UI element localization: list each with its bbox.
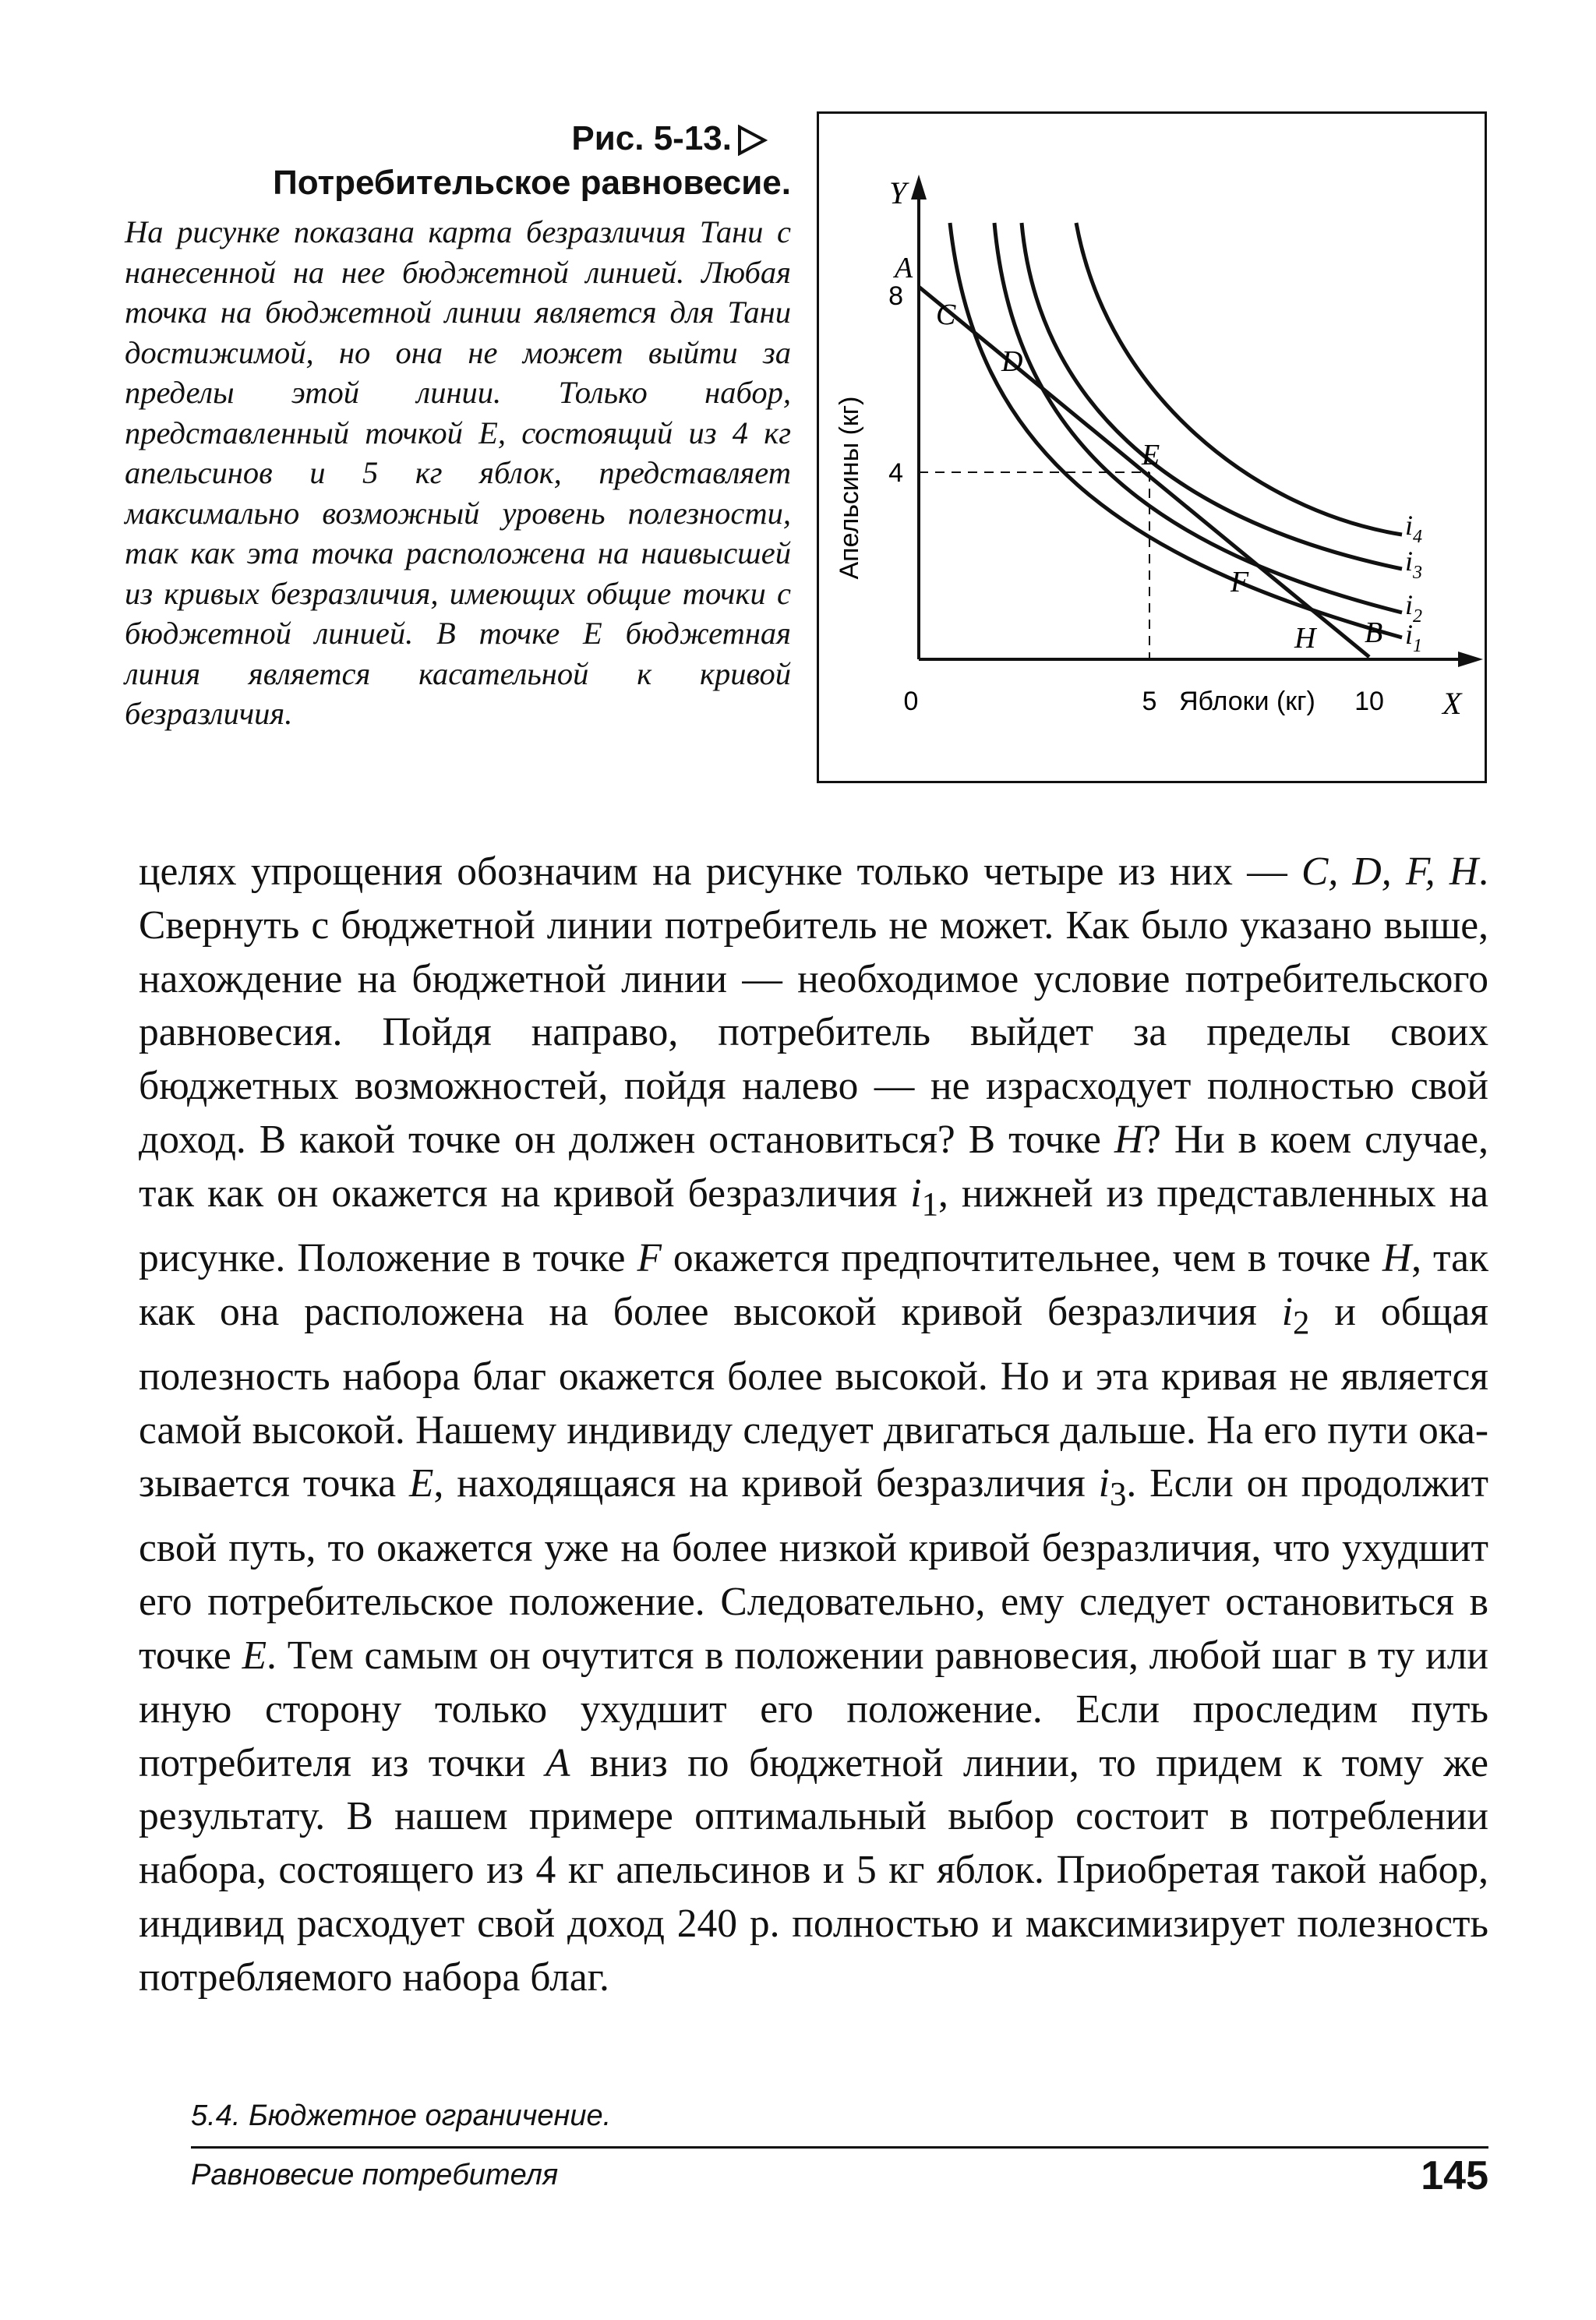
y-axis-label: Апельсины (кг) xyxy=(835,396,864,580)
x-tick-10: 10 xyxy=(1354,687,1384,716)
x-axis-arrow xyxy=(1458,652,1483,667)
indifference-map-chart xyxy=(819,114,1486,782)
point-label-b: B xyxy=(1365,616,1383,649)
x-axis-label: Яблоки (кг) xyxy=(1179,687,1315,716)
page-number: 145 xyxy=(1421,2153,1488,2198)
main-body-text xyxy=(139,846,1488,2005)
body-paragraph: целях упрощения обозначим на рисунке только четыре из них — C, D, F, H. Свернуть с бюджетной линии потребитель не может. Как было указано выше, нахождение на бюджетной линии — необходимое условие потребительского равновесия. Пойдя направо, потребитель выйдет за пределы своих бюджетных возможностей, пойдя налево — не израсходует полностью свой доход. В какой точке он должен остановиться? В точке H? Ни в коем случае, так как он окажется на кривой безразличия $i_1$, нижней из представленных на рисунке. Положение в точке F окажется предпочтительнее, чем в точке H, так как она расположена на более высокой кривой безразличия $i_2$ и общая полезность набора благ окажется более высокой. Но и эта кривая не является самой высокой. Нашему индивиду следует двигаться дальше. На его пути оказывается точка E, находящаяся на кривой безразличия $i_3$. Если он продолжит свой путь, то окажется уже на более низкой кривой безразличия, что ухудшит его потребительское положение. Следовательно, ему следует остановиться в точке E. Тем самым он очутится в положении равновесия, любой шаг в ту или иную сторону только ухудшит его положение. Если проследим путь потребителя из точки A вниз по бюджетной линии, то придем к тому же результату. В нашем примере оптимальный выбор состоит в потреблении набора, состоящего из 4 кг апельсинов и 5 кг яблок. Приобретая такой набор, индивид расходует свой доход 240 р. полностью и максимизирует полезность потребляемого набора благ. xyxy=(139,849,1489,2000)
curve-label-i2: $i_2$ xyxy=(1405,589,1423,627)
origin-label: 0 xyxy=(903,687,919,716)
point-label-e: E xyxy=(1142,439,1160,471)
footer-rule xyxy=(191,2146,1488,2149)
y-tick-4: 4 xyxy=(888,458,903,488)
point-label-c: C xyxy=(936,298,956,331)
footer-chapter-title: Равновесие потребителя xyxy=(191,2159,559,2191)
figure-consumer-equilibrium xyxy=(817,111,1487,783)
x-axis-letter: X xyxy=(1442,686,1462,721)
footer-section-title: 5.4. Бюджетное ограничение. xyxy=(191,2099,612,2132)
curve-label-i3: $i_3$ xyxy=(1405,546,1423,583)
curve-label-i4: $i_4$ xyxy=(1405,510,1423,547)
curve-label-i1: $i_1$ xyxy=(1405,619,1423,656)
figure-title: Потребительское равновесие. xyxy=(273,164,791,202)
y-tick-8: 8 xyxy=(888,281,903,311)
indifference-curve-i1 xyxy=(950,223,1402,637)
point-label-f: F xyxy=(1231,566,1249,599)
triangle-pointer-icon xyxy=(736,125,768,156)
figure-caption xyxy=(125,117,791,734)
point-label-d: D xyxy=(1001,345,1023,378)
y-axis-arrow xyxy=(911,175,927,200)
y-axis-letter: Y xyxy=(889,175,907,210)
page-footer xyxy=(191,2096,1488,2198)
point-label-a: A xyxy=(895,252,913,284)
figure-number: Рис. 5-13. xyxy=(125,117,791,161)
figure-description: На рисунке показана карта безразличия Тани с нанесенной на нее бюджетной линией. Любая точка на бюджетной линии является для Тани достижимой, но она не может выйти за пределы этой линии. Только набор, представленный точкой E, состоящий из 4 кг апельсинов и 5 кг яблок, представляет максимально возможный уровень полезности, так как эта точка расположена на наивысшей из кривых безразличия, имеющих общие точки с бюджетной линией. В точке E бюджетная линия является касательной к кривой безразличия. xyxy=(125,214,791,731)
x-tick-5: 5 xyxy=(1142,687,1157,716)
indifference-curve-i3 xyxy=(1022,223,1402,569)
point-label-h: H xyxy=(1294,622,1316,655)
